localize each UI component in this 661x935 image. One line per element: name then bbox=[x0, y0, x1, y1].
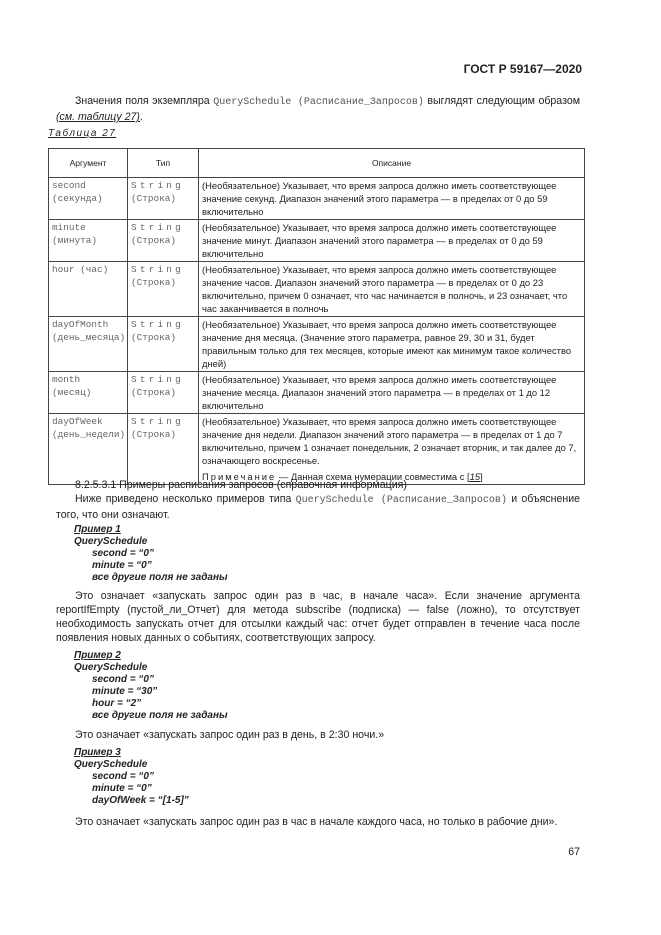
section-text: Ниже приведено несколько примеров типа bbox=[75, 493, 296, 505]
description-text: (Необязательное) Указывает, что время запроса должно иметь соответствующее значение дня недели. Диапазон значений этого параметра — в пределах от 1 до 7 включительно, причем 1 означает понедельник, 2 означает вторник, и так далее до 7, означающего воскресенье. bbox=[202, 416, 577, 466]
example-2-line: QuerySchedule bbox=[74, 662, 148, 673]
type-cell bbox=[128, 220, 199, 262]
example-2-explanation: Это означает «запускать запрос один раз в день, в 2:30 ночи.» bbox=[75, 729, 385, 741]
table-row bbox=[49, 178, 585, 220]
note-end: ] bbox=[480, 471, 483, 482]
type-translation: (Строка) bbox=[131, 429, 177, 440]
example-3-line: minute = “0” bbox=[92, 783, 152, 794]
type-translation: (Строка) bbox=[131, 235, 177, 246]
description-cell: (Необязательное) Указывает, что время запроса должно иметь соответствующее значение дня месяца. (Значение этого параметра, равное 29, 30 и 31, будет правильным только для тех месяцев, которые имеют как минимум такое количество дней) bbox=[199, 317, 585, 372]
parameters-table bbox=[48, 148, 585, 485]
section-text-2: и объяснение того, что они означают. bbox=[56, 493, 581, 521]
table-row bbox=[49, 317, 585, 372]
table-caption: Таблица 27 bbox=[48, 128, 117, 139]
table-row bbox=[49, 220, 585, 262]
type-translation: (Строка) bbox=[131, 193, 177, 204]
standard-header: ГОСТ Р 59167—2020 bbox=[463, 62, 582, 76]
example-2-line: minute = “30” bbox=[92, 686, 158, 697]
example-1-line: все другие поля не заданы bbox=[92, 572, 228, 583]
description-cell: (Необязательное) Указывает, что время запроса должно иметь соответствующее значение секунд. Диапазон значений этого параметра — в пределах от 0 до 59 включительно bbox=[199, 178, 585, 220]
section-code: QuerySchedule (Расписание_Запросов) bbox=[295, 495, 507, 506]
example-3-line: QuerySchedule bbox=[74, 759, 148, 770]
type-cell bbox=[128, 262, 199, 317]
description-cell bbox=[199, 414, 585, 485]
type-cell bbox=[128, 372, 199, 414]
type-cell bbox=[128, 178, 199, 220]
type-cell bbox=[128, 317, 199, 372]
table-row bbox=[49, 414, 585, 485]
example-2-title: Пример 2 bbox=[74, 650, 121, 661]
intro-text: Значения поля экземпляра bbox=[75, 95, 214, 107]
column-header-argument: Аргумент bbox=[49, 149, 128, 178]
argument-cell: month (месяц) bbox=[49, 372, 128, 414]
type-name: String bbox=[131, 180, 184, 191]
table-row bbox=[49, 262, 585, 317]
example-3-explanation: Это означает «запускать запрос один раз в час в начале каждого часа, но только в рабочие дни». bbox=[75, 816, 558, 828]
argument-cell: hour (час) bbox=[49, 262, 128, 317]
description-cell: (Необязательное) Указывает, что время запроса должно иметь соответствующее значение месяца. Диапазон значений этого параметра — в пределах от 1 до 12 включительно bbox=[199, 372, 585, 414]
example-1-explanation: Это означает «запускать запрос один раз в час, в начале часа». Если значение аргумента reportIfEmpty (пустой_ли_Отчет) для метода subscribe (подписка) — false (ложно), то отсутствует необходимость запускать отчет для отсылки каждый час: отчет будет отправлен в течение часа после появления новых данных о событиях, соответствующих запросу. bbox=[56, 590, 580, 644]
type-name: String bbox=[131, 416, 184, 427]
argument-cell: dayOfWeek (день_недели) bbox=[49, 414, 128, 485]
intro-code: QuerySchedule (Расписание_Запросов) bbox=[213, 97, 424, 108]
argument-cell: minute (минута) bbox=[49, 220, 128, 262]
argument-cell: dayOfMonth (день_месяца) bbox=[49, 317, 128, 372]
note-reference-link[interactable]: 15 bbox=[469, 471, 481, 482]
page-number: 67 bbox=[568, 846, 580, 858]
intro-paragraph bbox=[56, 94, 580, 124]
example-1-line: QuerySchedule bbox=[74, 536, 148, 547]
section-title: 8.2.5.3.1 Примеры расписания запросов (справочная информация) bbox=[75, 479, 407, 491]
column-header-description: Описание bbox=[199, 149, 585, 178]
example-2-line: second = “0” bbox=[92, 674, 154, 685]
example-1-line: second = “0” bbox=[92, 548, 154, 559]
example-2-line: hour = “2” bbox=[92, 698, 142, 709]
type-name: String bbox=[131, 319, 184, 330]
table-row bbox=[49, 372, 585, 414]
type-translation: (Строка) bbox=[131, 387, 177, 398]
note-label: Примечание bbox=[202, 471, 277, 482]
type-name: String bbox=[131, 264, 184, 275]
column-header-type: Тип bbox=[128, 149, 199, 178]
note-text: — Данная схема нумерации совместима с [ bbox=[276, 471, 470, 482]
type-translation: (Строка) bbox=[131, 277, 177, 288]
example-3-line: dayOfWeek = “[1-5]” bbox=[92, 795, 189, 806]
example-2-line: все другие поля не заданы bbox=[92, 710, 228, 721]
example-3-title: Пример 3 bbox=[74, 747, 121, 758]
type-cell bbox=[128, 414, 199, 485]
argument-cell: second (секунда) bbox=[49, 178, 128, 220]
intro-text-2: выглядят следующим образом bbox=[423, 95, 580, 107]
type-translation: (Строка) bbox=[131, 332, 177, 343]
table-header-row bbox=[49, 149, 585, 178]
example-1-line: minute = “0” bbox=[92, 560, 152, 571]
section-intro bbox=[56, 492, 580, 522]
type-name: String bbox=[131, 374, 184, 385]
description-cell: (Необязательное) Указывает, что время запроса должно иметь соответствующее значение часов. Диапазон значений этого параметра — в пределах от 0 до 23 включительно, причем 0 означает, что час начинается в полночь, и 23 означает, что час заканчивается в полночь bbox=[199, 262, 585, 317]
example-3-line: second = “0” bbox=[92, 771, 154, 782]
type-name: String bbox=[131, 222, 184, 233]
intro-end: . bbox=[139, 111, 143, 123]
example-1-title: Пример 1 bbox=[74, 524, 121, 535]
description-cell: (Необязательное) Указывает, что время запроса должно иметь соответствующее значение минут. Диапазон значений этого параметра — в пределах от 0 до 59 включительно bbox=[199, 220, 585, 262]
table-reference-link[interactable]: (см. таблицу 27) bbox=[56, 111, 140, 123]
